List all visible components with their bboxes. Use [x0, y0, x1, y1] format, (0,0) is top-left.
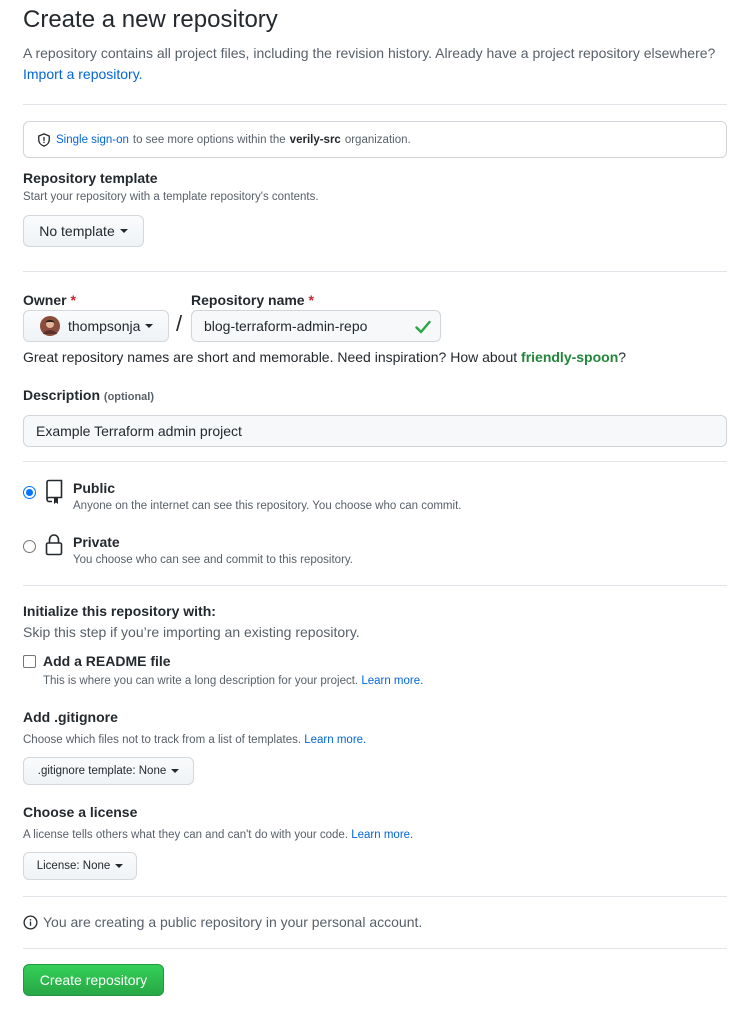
create-repository-button[interactable] — [23, 964, 164, 996]
license-learn-more-link[interactable]: Learn more. — [351, 829, 414, 841]
readme-learn-more-link[interactable]: Learn more. — [361, 675, 424, 687]
sso-text: to see more options within the — [132, 133, 286, 146]
gitignore-label: Add .gitignore — [23, 709, 118, 725]
repo-icon — [44, 479, 64, 505]
description-label — [23, 386, 727, 406]
license-select-button[interactable] — [23, 852, 137, 880]
info-icon — [23, 915, 38, 930]
license-select-label: License: None — [36, 860, 111, 872]
divider — [23, 585, 727, 586]
template-select-button[interactable] — [23, 215, 144, 247]
page-description-text: A repository contains all project files, including the revision history. Already have a project repository elsewhere? — [23, 45, 716, 61]
chevron-down-icon — [115, 864, 123, 868]
required-mark: * — [70, 292, 76, 308]
owner-select-button[interactable] — [23, 310, 169, 342]
repository-name-input[interactable] — [191, 310, 441, 342]
divider — [23, 461, 727, 462]
private-label: Private — [73, 534, 120, 550]
license-note — [23, 828, 727, 843]
public-label: Public — [73, 480, 116, 496]
private-text — [73, 533, 353, 569]
private-radio[interactable] — [23, 540, 36, 553]
divider — [23, 896, 727, 897]
optional-label: (optional) — [103, 391, 155, 403]
visibility-notice-text: You are creating a public repository in your personal account. — [43, 914, 423, 930]
create-repository-label: Create repository — [39, 972, 148, 988]
init-note: Skip this step if you’re importing an existing repository. — [23, 624, 360, 640]
required-mark: * — [308, 292, 314, 308]
divider — [23, 948, 727, 949]
description-value: Example Terraform admin project — [36, 423, 242, 439]
owner-label — [23, 292, 76, 308]
owner-select-label: thompsonja — [68, 318, 141, 334]
divider — [23, 271, 727, 272]
public-text — [73, 479, 461, 515]
repo-name-label-text: Repository name — [191, 292, 305, 308]
suggested-name-link[interactable]: friendly-spoon — [521, 349, 619, 365]
sso-notice — [23, 121, 727, 158]
gitignore-note-text: Choose which files not to track from a list of templates. — [23, 734, 302, 746]
owner-repo-separator: / — [176, 311, 183, 336]
avatar — [40, 316, 60, 336]
gitignore-select-button[interactable] — [23, 757, 194, 785]
owner-label-text: Owner — [23, 292, 67, 308]
repo-name-suggestion — [23, 348, 727, 366]
gitignore-note — [23, 733, 727, 748]
page-title: Create a new repository — [23, 6, 278, 33]
readme-note — [43, 674, 727, 689]
description-label-text: Description — [23, 387, 101, 403]
shield-icon — [37, 133, 51, 147]
suggestion-text: Great repository names are short and memorable. Need inspiration? How about — [23, 349, 518, 365]
check-icon — [415, 320, 431, 334]
repo-name-label — [191, 292, 314, 308]
gitignore-learn-more-link[interactable]: Learn more. — [304, 734, 367, 746]
readme-label: Add a README file — [43, 653, 171, 669]
readme-option[interactable] — [23, 652, 727, 670]
divider — [23, 104, 727, 105]
owner-repo-row — [23, 292, 727, 348]
page-description — [23, 43, 727, 85]
license-note-text: A license tells others what they can and can't do with your code. — [23, 829, 349, 841]
lock-icon — [44, 533, 64, 557]
sso-org-name: verily-src — [289, 133, 341, 146]
init-title: Initialize this repository with: — [23, 603, 216, 619]
public-radio[interactable] — [23, 486, 36, 499]
template-label: Repository template — [23, 170, 158, 186]
single-sign-on-link[interactable]: Single sign-on — [56, 133, 129, 146]
description-input[interactable] — [23, 415, 727, 447]
chevron-down-icon — [171, 769, 179, 773]
visibility-notice — [23, 913, 727, 931]
visibility-public-option[interactable] — [23, 479, 727, 515]
readme-checkbox[interactable] — [23, 655, 36, 668]
public-note: Anyone on the internet can see this repository. You choose who can commit. — [73, 500, 462, 512]
import-repository-link[interactable]: Import a repository. — [23, 66, 143, 82]
template-note: Start your repository with a template repository's contents. — [23, 191, 319, 203]
gitignore-select-label: .gitignore template: None — [37, 765, 167, 777]
repository-name-value: blog-terraform-admin-repo — [204, 318, 368, 334]
suggestion-end: ? — [618, 349, 627, 365]
chevron-down-icon — [145, 324, 153, 328]
chevron-down-icon — [120, 229, 128, 233]
license-label: Choose a license — [23, 804, 138, 820]
readme-note-text: This is where you can write a long description for your project. — [43, 675, 359, 687]
sso-text-end: organization. — [344, 133, 411, 146]
template-select-label: No template — [39, 223, 115, 239]
visibility-private-option[interactable] — [23, 533, 727, 569]
private-note: You choose who can see and commit to this repository. — [73, 554, 353, 566]
